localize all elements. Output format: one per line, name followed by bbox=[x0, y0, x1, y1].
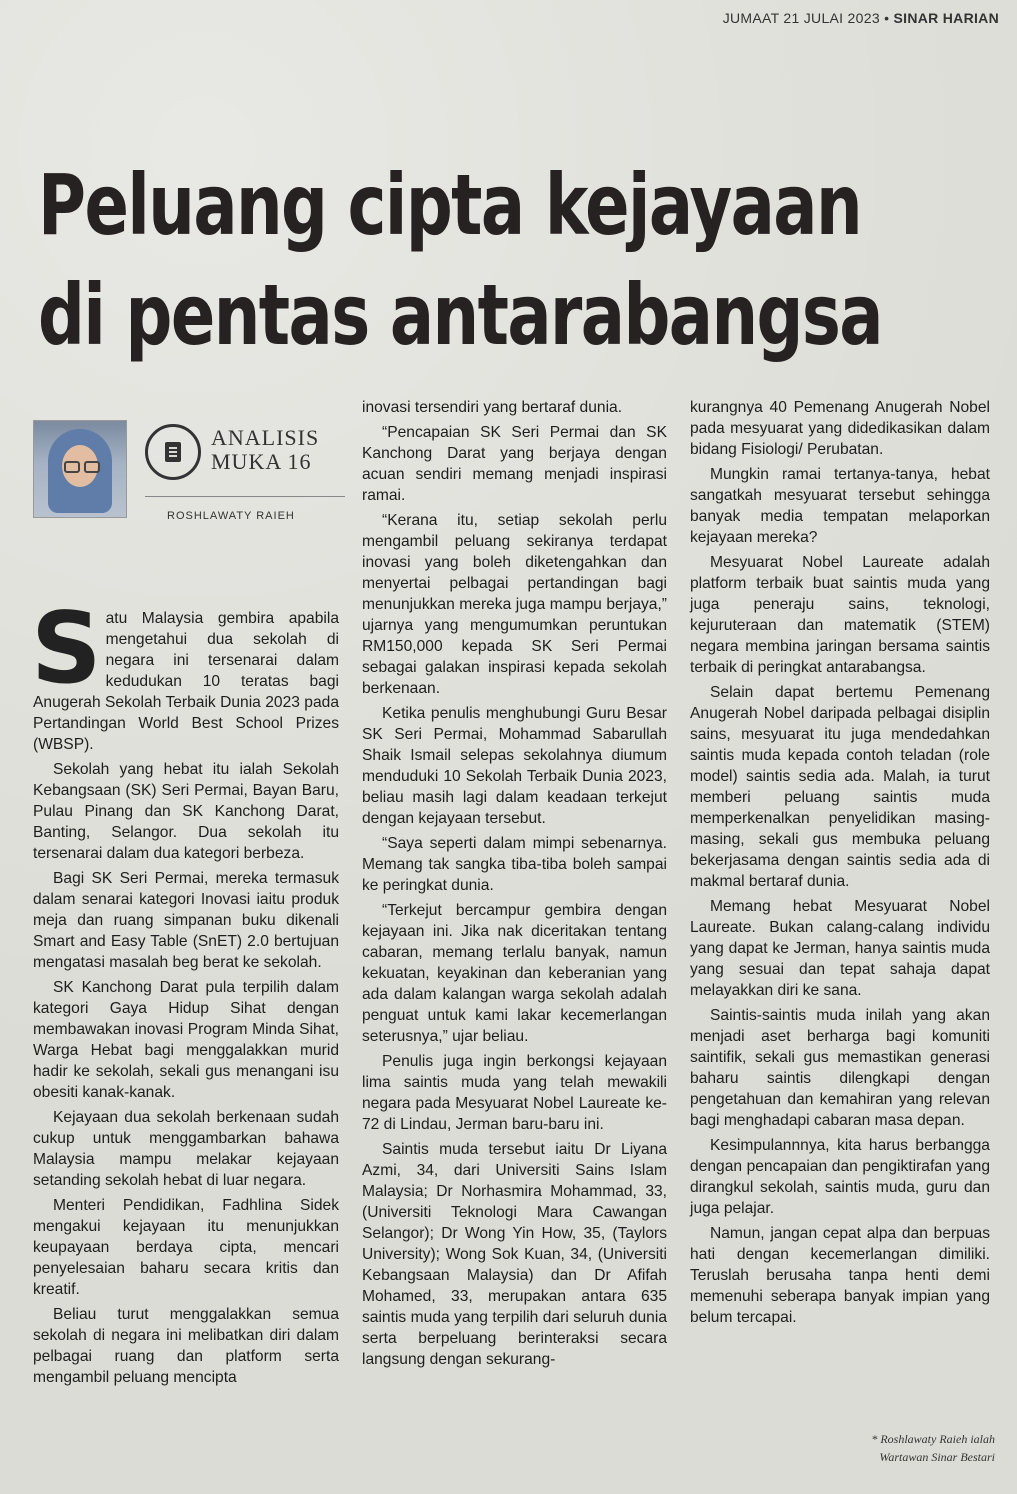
footnote-line2: Wartawan Sinar Bestari bbox=[879, 1450, 995, 1464]
headline-line2: di pentas antarabangsa bbox=[38, 266, 882, 364]
author-footnote bbox=[775, 1430, 995, 1466]
paragraph: Menteri Pendidikan, Fadhlina Sidek mengakui kejayaan itu menunjukkan keupayaan berdaya cipta, mencari penyelesaian baharu secara kritis dan kreatif. bbox=[33, 1197, 339, 1298]
column-tag-line2: MUKA 16 bbox=[211, 449, 312, 474]
masthead-paper: SINAR HARIAN bbox=[893, 10, 999, 26]
byline bbox=[33, 420, 343, 530]
masthead bbox=[723, 10, 999, 26]
paragraph: Bagi SK Seri Permai, mereka termasuk dalam senarai kategori Inovasi iaitu produk meja dan ruang simpanan buku dikenali Smart and Easy Table (SnET) 2.0 bertujuan mengatasi masalah beg berat ke sekolah. bbox=[33, 870, 339, 971]
article-column-3 bbox=[690, 397, 990, 1332]
paragraph: Mesyuarat Nobel Laureate adalah platform terbaik buat saintis muda yang juga peneraju sains, teknologi, kejuruteraan dan matematik (STEM) negara membina jaringan bersama saintis terbaik di peringkat antarabangsa. bbox=[690, 554, 990, 676]
paragraph: “Kerana itu, setiap sekolah perlu mengambil peluang sekiranya terdapat inovasi yang boleh diketengahkan dan menyertai pelbagai pertandingan bagi menunjukkan mereka juga mampu berjaya,” ujarnya yang mengumumkan peruntukan RM150,000 kepada SK Seri Permai sebagai galakan inspirasi kepada sekolah berkenaan. bbox=[362, 512, 667, 697]
paragraph: kurangnya 40 Pemenang Anugerah Nobel pada mesyuarat yang didedikasikan dalam bidang Fisiologi/ Perubatan. bbox=[690, 399, 990, 458]
headline-line1: Peluang cipta kejayaan bbox=[38, 156, 862, 254]
drop-cap: S bbox=[31, 592, 102, 706]
author-photo bbox=[33, 420, 127, 518]
paragraph: Sekolah yang hebat itu ialah Sekolah Kebangsaan (SK) Seri Permai, Bayan Baru, Pulau Pinang dan SK Kanchong Darat, Banting, Selangor. Dua sekolah itu tersenarai dalam dua kategori berbeza. bbox=[33, 761, 339, 862]
author-name: ROSHLAWATY RAIEH bbox=[167, 510, 295, 522]
masthead-date: JUMAAT 21 JULAI 2023 • bbox=[722, 10, 890, 26]
paragraph: Kesimpulannnya, kita harus berbangga dengan pencapaian dan pengiktirafan yang dirangkul sekolah, saintis muda, guru dan juga pelajar. bbox=[690, 1137, 990, 1217]
paragraph: Saintis-saintis muda inilah yang akan menjadi aset berharga bagi komuniti saintifik, sekali gus memastikan generasi baharu saintis dilengkapi dengan pengetahuan dan kemahiran yang relevan bagi menghadapi cabaran masa depan. bbox=[690, 1007, 990, 1129]
article-column-2 bbox=[362, 397, 667, 1374]
paragraph: Mungkin ramai tertanya-tanya, hebat sangatkah mesyuarat tersebut sehingga banyak media tempatan melaporkan kejayaan mereka? bbox=[690, 466, 990, 546]
paragraph: “Terkejut bercampur gembira dengan kejayaan ini. Jika nak diceritakan tentang cabaran, memang terlalu banyak, namun kekuatan, keyakinan dan keberanian yang ada dalam kalangan warga sekolah adalah penguat untuk kami lakar kecemerlangan seterusnya,” ujar beliau. bbox=[362, 902, 667, 1045]
paragraph: “Saya seperti dalam mimpi sebenarnya. Memang tak sangka tiba-tiba boleh sampai ke peringkat dunia. bbox=[362, 835, 667, 894]
column-tag bbox=[211, 426, 319, 474]
paragraph: Penulis juga ingin berkongsi kejayaan lima saintis muda yang telah mewakili negara pada Mesyuarat Nobel Laureate ke-72 di Lindau, Jerman baru-baru ini. bbox=[362, 1053, 667, 1133]
paragraph: Kejayaan dua sekolah berkenaan sudah cukup untuk menggambarkan bahawa Malaysia mampu melakar kejayaan setanding sekolah hebat di luar negara. bbox=[33, 1109, 339, 1189]
document-cycle-icon bbox=[145, 424, 201, 480]
article-column-1 bbox=[31, 592, 339, 1392]
byline-divider bbox=[145, 496, 345, 497]
paragraph: Ketika penulis menghubungi Guru Besar SK Seri Permai, Mohammad Sabarullah Shaik Ismail selepas sekolahnya diumum menduduki 10 Sekolah Terbaik Dunia 2023, beliau masih lagi dalam keadaan terkejut dengan kejayaan tersebut. bbox=[362, 705, 667, 827]
paragraph: Satu Malaysia gembira apabila mengetahui dua sekolah di negara ini tersenarai dalam kedudukan 10 teratas bagi Anugerah Sekolah Terbaik Dunia 2023 pada Pertandingan World Best School Prizes (WBSP). bbox=[31, 592, 339, 753]
paragraph: SK Kanchong Darat pula terpilih dalam kategori Gaya Hidup Sihat dengan membawakan inovasi Program Minda Sihat, Warga Hebat bagi menggalakkan murid hadir ke sekolah, sekali gus menangani isu obesiti kanak-kanak. bbox=[33, 979, 339, 1101]
footnote-line1: * Roshlawaty Raieh ialah bbox=[871, 1432, 995, 1446]
paragraph: Beliau turut menggalakkan semua sekolah di negara ini melibatkan diri dalam pelbagai ruang dan platform serta mengambil peluang mencipta bbox=[33, 1306, 339, 1386]
paragraph: Saintis muda tersebut iaitu Dr Liyana Azmi, 34, dari Universiti Sains Islam Malaysia; Dr Norhasmira Mohammad, 33, (Universiti Teknologi Mara Cawangan Selangor); Dr Wong Yin How, 35, (Taylors University); Wong Sok Kuan, 34, (Universiti Kebangsaan Malaysia) dan Dr Afifah Mohamed, 33, merupakan antara 635 saintis muda yang terpilih dari seluruh dunia serta berpeluang berinteraksi secara langsung dengan sekurang- bbox=[362, 1141, 667, 1368]
paragraph: inovasi tersendiri yang bertaraf dunia. bbox=[362, 399, 623, 416]
paragraph: Namun, jangan cepat alpa dan berpuas hati dengan kecemerlangan dimiliki. Teruslah berusaha tanpa henti demi memenuhi seberapa banyak impian yang belum tercapai. bbox=[690, 1225, 990, 1326]
paragraph: Selain dapat bertemu Pemenang Anugerah Nobel daripada pelbagai disiplin sains, mesyuarat itu juga mendedahkan saintis muda kepada contoh teladan (role model) saintis sedia ada. Malah, ia turut memberi peluang saintis muda memperkenalkan penyelidikan masing-masing, sekali gus membuka peluang bekerjasama dengan saintis sedia ada di makmal bertaraf dunia. bbox=[690, 684, 990, 890]
column-tag-line1: ANALISIS bbox=[211, 425, 320, 450]
headline bbox=[38, 150, 882, 370]
paragraph: “Pencapaian SK Seri Permai dan SK Kanchong Darat yang berjaya dengan acuan sendiri memang menjadi inspirasi ramai. bbox=[362, 424, 667, 504]
paragraph: Memang hebat Mesyuarat Nobel Laureate. Bukan calang-calang individu yang dapat ke Jerman, hanya saintis muda yang sesuai dan tepat sahaja dapat melayakkan diri ke sana. bbox=[690, 898, 990, 999]
